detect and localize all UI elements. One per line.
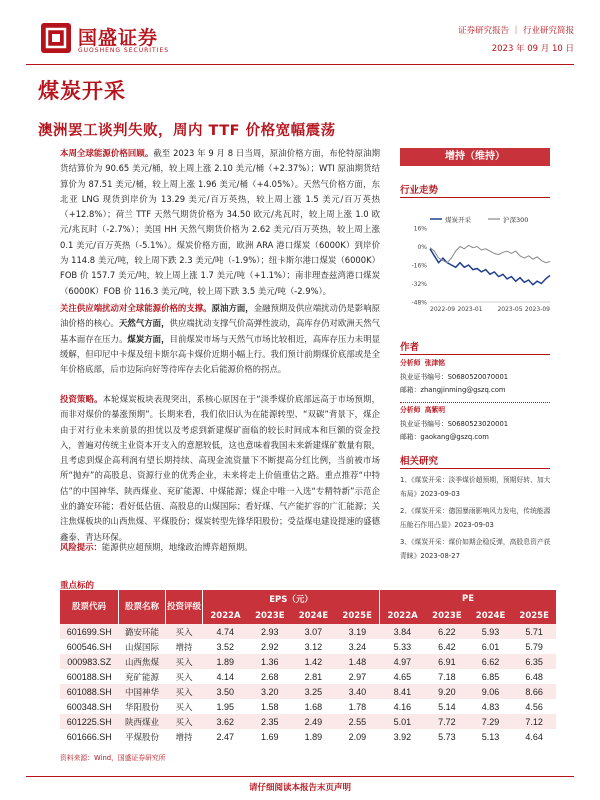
stock-code: 601666.SH xyxy=(60,729,119,744)
report-type: 证券研究报告 ｜ 行业研究简报 xyxy=(458,26,574,36)
stock-code: 601225.SH xyxy=(60,714,119,729)
pe-value: 9.06 xyxy=(469,684,513,699)
eps-value: 2.68 xyxy=(248,669,292,684)
trend-rule xyxy=(400,197,550,198)
pe-value: 4.83 xyxy=(469,699,513,714)
eps-value: 1.48 xyxy=(335,654,379,669)
pe-value: 5.33 xyxy=(380,639,426,654)
para-body: 目前煤炭市场与天然气市场比较相近，高库存压力未明显缓解，但印尼中卡煤及纽卡斯尔高卡煤价近期小幅上行。我们预计前期煤价底部或是全年价格底部，后市边际向好等待库存去化后能源价格的拐点。 xyxy=(60,333,381,375)
pe-value: 5.79 xyxy=(512,639,556,654)
pe-value: 6.48 xyxy=(512,669,556,684)
analyst-cert: 执业证书编号：S0680523020001 xyxy=(400,419,509,428)
eps-value: 4.74 xyxy=(203,624,249,639)
eps-value: 1.95 xyxy=(203,699,249,714)
para-highlight: 原油方面， xyxy=(211,303,254,313)
stock-code: 601088.SH xyxy=(60,684,119,699)
stock-name: 山西焦煤 xyxy=(119,654,166,669)
analyst-email[interactable]: 邮箱：zhangjinming@gszq.com xyxy=(400,386,506,394)
para-highlight: 煤炭方面， xyxy=(127,333,170,344)
eps-value: 3.20 xyxy=(248,684,292,699)
eps-value: 3.40 xyxy=(335,684,379,699)
analyst-email[interactable]: 邮箱：gaokang@gszq.com xyxy=(400,433,489,441)
pe-value: 6.01 xyxy=(469,639,513,654)
pe-value: 4.56 xyxy=(512,699,556,714)
para-body: 能源供应超预期，地缘政治博弈超预期。 xyxy=(101,542,253,552)
stock-rating: 增持 xyxy=(166,729,203,744)
x-tick-label: 2023-05 xyxy=(497,306,523,313)
eps-year: 2024E xyxy=(298,610,329,621)
table-row xyxy=(60,639,556,654)
legend-label-coal: 煤炭开采 xyxy=(445,216,471,224)
header-divider xyxy=(26,64,574,65)
y-tick-label: -16% xyxy=(411,262,427,270)
analyst-1 xyxy=(400,357,560,398)
stock-code: 600546.SH xyxy=(60,639,119,654)
series-line-hs300 xyxy=(430,245,550,262)
pe-year: 2024E xyxy=(475,610,506,621)
y-tick-label: -32% xyxy=(411,281,427,288)
eps-value: 3.62 xyxy=(203,714,249,729)
series-line-coal xyxy=(430,249,550,285)
stock-code: 000983.SZ xyxy=(60,654,119,669)
eps-value: 2.09 xyxy=(335,729,379,744)
pe-value: 8.41 xyxy=(380,684,426,699)
analyst-divider xyxy=(400,402,550,403)
pe-value: 3.84 xyxy=(380,624,426,639)
trend-heading: 行业走势 xyxy=(400,185,439,196)
pe-value: 6.62 xyxy=(469,654,513,669)
eps-value: 1.89 xyxy=(203,654,249,669)
table-row xyxy=(60,654,556,669)
eps-value: 1.42 xyxy=(292,654,336,669)
company-logo xyxy=(40,22,210,58)
header-rating: 投资评级 xyxy=(166,590,203,624)
pe-value: 6.85 xyxy=(469,669,513,684)
pe-year: 2022A xyxy=(387,610,418,621)
eps-value: 3.52 xyxy=(203,639,249,654)
eps-value: 1.36 xyxy=(248,654,292,669)
y-tick-label: -48% xyxy=(411,299,427,307)
para-lead: 本周全球能源价格回顾。 xyxy=(60,148,154,158)
y-tick-label: 0% xyxy=(417,244,427,251)
report-date: 2023 年 09 月 10 日 xyxy=(491,44,574,54)
legend-label-hs300: 沪深300 xyxy=(503,216,529,224)
para-lead: 投资策略。 xyxy=(60,394,103,404)
pe-value: 5.93 xyxy=(469,624,513,639)
table-source: 资料来源：Wind，国盛证券研究所 xyxy=(60,754,166,762)
pe-value: 4.64 xyxy=(512,729,556,744)
table-header-row xyxy=(60,590,556,607)
pe-value: 5.13 xyxy=(469,729,513,744)
stock-name: 山煤国际 xyxy=(119,639,166,654)
related-list xyxy=(400,473,556,563)
para-body: 本轮煤炭板块表现突出，系核心原因在于“淡季煤价底部远高于市场预期，而非对煤价的暴涨预期”。长期来看，我们依旧认为在能源转型、“双碳”背景下，煤企由于对行业未来前景的担忧以及考虑到新建煤矿面临的较长时间成本和巨额的资金投入，普遍对传统主业资本开支入的意愿较低，这也意味着我国未来新建煤矿数量有限，且考虑到煤企高利润有望长期持续、高现金流资量下不断提高分红比例，当前被市场所“抛弃”的高股息、资源行业的优秀企业，未来将走上价值重估之路。重点推荐“中特估”的中国神华、陕西煤业、兖矿能源、中煤能源；煤企中唯一入选“专精特新”示范企业的潞安环能；看好低估值、高股息的山煤国际；看好煤、气产能扩容的广汇能源；关注焦煤板块的山西焦煤、平煤股份；煤炭转型先锋华阳股份；受益煤电建设提速的盛德鑫泰、青达环保。 xyxy=(60,394,380,542)
eps-value: 1.89 xyxy=(292,729,336,744)
eps-year: 2025E xyxy=(335,607,379,624)
eps-value: 2.47 xyxy=(203,729,249,744)
eps-year: 2022A xyxy=(210,610,241,621)
eps-value: 4.14 xyxy=(203,669,249,684)
x-tick-label: 2023-09 xyxy=(524,306,550,313)
eps-value: 1.69 xyxy=(248,729,292,744)
stock-name: 平煤股份 xyxy=(119,729,166,744)
eps-value: 3.25 xyxy=(292,684,336,699)
eps-year: 2023E xyxy=(255,610,285,621)
analyst-2 xyxy=(400,404,560,445)
x-tick-label: 2023-01 xyxy=(457,306,483,313)
table-row xyxy=(60,699,556,714)
table-row xyxy=(60,729,556,744)
pe-value: 9.20 xyxy=(425,684,469,699)
related-rule xyxy=(400,468,550,469)
analyst-line xyxy=(400,404,560,418)
report-title: 澳洲罢工谈判失败，周内 TTF 价格宽幅震荡 xyxy=(38,123,336,139)
related-item[interactable]: 2、《煤炭开采：德国暴雨影响风力发电，传统能源压舱石作用凸显》2023-09-03 xyxy=(400,507,551,529)
para-lead: 关注供应端扰动对全球能源价格的支撑。 xyxy=(60,303,212,313)
pe-year: 2025E xyxy=(519,610,549,621)
pe-value: 7.72 xyxy=(425,714,469,729)
para-body: 金融预期及供应端扰动仍是影响原油价格的核心。 xyxy=(60,303,381,329)
logo-text-cn: 国盛证券 xyxy=(78,27,159,49)
table-row xyxy=(60,684,556,699)
table-row xyxy=(60,624,556,639)
pe-value: 6.91 xyxy=(425,654,469,669)
logo-icon xyxy=(40,22,72,54)
stock-name: 潞安环能 xyxy=(119,624,166,639)
stock-name: 华阳股份 xyxy=(119,699,166,714)
pe-value: 5.01 xyxy=(380,714,426,729)
eps-value: 3.50 xyxy=(203,684,249,699)
pe-value: 5.14 xyxy=(425,699,469,714)
para-lead: 风险提示： xyxy=(60,542,102,552)
stock-rating: 买入 xyxy=(166,669,203,684)
para-body: 截至 2023 年 9 月 8 日当周，原油价格方面，布伦特原油期货结算价为 90.65 美元/桶，较上周上涨 2.10 美元/桶（+2.37%）；WTI 原油期货结算价为 87.51 美元/桶，较上周上涨 1.96 美元/桶（+4.05%）。天然气价格方面，东北亚 LNG 现货到岸价为 13.29 美元/百万英热，较上周上涨 1.5 美元/百万英热（+12.8%）；荷兰 TTF 天然气期货价格为 34.50 欧元/兆瓦时，较上周上涨 1.0 欧元/兆瓦时（-2.7%）；美国 HH 天然气期货价格为 2.62 美元/百万英热，较上周上涨 0.1 美元/百万英热（-5.1%）。煤炭价格方面，欧洲 ARA 港口煤炭（6000K）到岸价为 114.8 美元/吨，较上周下跌 2.3 美元/吨（-1.9%）；纽卡斯尔港口煤炭（6000K）FOB 价 157.7 美元/吨，较上周上涨 1.7 美元/吨（+1.1%）；南非理查兹湾港口煤炭（6000K）FOB 价 116.3 美元/吨，较上周下跌 3.5 美元/吨（-2.9%）。 xyxy=(60,148,380,296)
header-name: 股票名称 xyxy=(119,590,166,624)
eps-value: 2.35 xyxy=(248,714,292,729)
rating-badge: 增持（维持） xyxy=(400,148,550,166)
related-item[interactable]: 1、《煤炭开采：淡季煤价超预期，预期好转、加大布局》2023-09-03 xyxy=(400,476,551,498)
pe-value: 6.42 xyxy=(425,639,469,654)
footer-disclaimer: 请仔细阅读本报告末页声明 xyxy=(248,783,351,793)
stock-rating: 买入 xyxy=(166,699,203,714)
eps-value: 2.81 xyxy=(292,669,336,684)
header-eps: EPS（元） xyxy=(203,590,380,607)
pe-value: 7.18 xyxy=(425,669,469,684)
header-code: 股票代码 xyxy=(60,590,119,624)
paragraph-risk xyxy=(60,540,380,555)
stock-code: 600188.SH xyxy=(60,669,119,684)
pe-value: 7.29 xyxy=(469,714,513,729)
pe-year: 2023E xyxy=(432,610,462,621)
analyst-role: 分析师 xyxy=(400,406,421,414)
analyst-role: 分析师 xyxy=(400,359,421,367)
table-row xyxy=(60,669,556,684)
eps-value: 1.58 xyxy=(248,699,292,714)
eps-value: 3.24 xyxy=(335,639,379,654)
x-tick-label: 2022-09 xyxy=(430,306,456,313)
eps-value: 2.97 xyxy=(335,669,379,684)
authors-heading: 作者 xyxy=(400,342,420,353)
eps-value: 1.68 xyxy=(292,699,336,714)
eps-value: 1.78 xyxy=(335,699,379,714)
stock-rating: 买入 xyxy=(166,654,203,669)
stock-rating: 买入 xyxy=(166,624,203,639)
key-stocks-table xyxy=(60,590,556,744)
related-heading: 相关研究 xyxy=(400,456,439,467)
stock-code: 601699.SH xyxy=(60,624,119,639)
footer-divider xyxy=(26,776,574,777)
pe-value: 5.73 xyxy=(425,729,469,744)
related-item[interactable]: 3、《煤炭开采：煤价如期企稳反弹，高股息资产获青睐》2023-08-27 xyxy=(400,538,551,560)
report-meta xyxy=(458,22,574,58)
eps-value: 2.92 xyxy=(248,639,292,654)
y-tick-label: 16% xyxy=(413,225,427,233)
para-highlight: 天然气方面， xyxy=(118,318,170,329)
table-caption: 重点标的 xyxy=(60,581,95,591)
logo-text-en: GUOSHENG SECURITIES xyxy=(78,47,170,54)
pe-value: 4.97 xyxy=(380,654,426,669)
analyst-cert: 执业证书编号：S0680520070001 xyxy=(400,372,509,381)
header-pe: PE xyxy=(462,593,475,604)
pe-value: 3.92 xyxy=(380,729,426,744)
eps-value: 2.55 xyxy=(335,714,379,729)
stock-name: 中国神华 xyxy=(119,684,166,699)
eps-value: 2.49 xyxy=(292,714,336,729)
authors-rule xyxy=(400,354,550,355)
pe-value: 8.66 xyxy=(512,684,556,699)
analyst-name: 张津铭 xyxy=(424,359,446,367)
pe-value: 4.65 xyxy=(380,669,426,684)
stock-rating: 增持 xyxy=(166,639,203,654)
stock-name: 陕西煤业 xyxy=(119,714,166,729)
analyst-line xyxy=(400,357,560,371)
pe-value: 6.22 xyxy=(425,624,469,639)
stock-name: 兖矿能源 xyxy=(119,669,166,684)
pe-value: 5.71 xyxy=(512,624,556,639)
paragraph-supply xyxy=(60,301,380,377)
paragraph-strategy xyxy=(60,392,380,545)
pe-value: 4.16 xyxy=(380,699,426,714)
stock-rating: 买入 xyxy=(166,714,203,729)
analyst-name: 高紫明 xyxy=(424,406,446,414)
section-title: 煤炭开采 xyxy=(38,79,126,103)
eps-value: 3.19 xyxy=(335,624,379,639)
eps-value: 2.93 xyxy=(248,624,292,639)
pe-value: 6.35 xyxy=(512,654,556,669)
paragraph-price-review xyxy=(60,146,380,299)
eps-value: 3.12 xyxy=(292,639,336,654)
stock-rating: 买入 xyxy=(166,684,203,699)
eps-value: 3.07 xyxy=(292,624,336,639)
industry-trend-chart xyxy=(400,210,555,320)
pe-value: 7.12 xyxy=(512,714,556,729)
stock-code: 600348.SH xyxy=(60,699,119,714)
para-body: 供应端扰动支撑气价高弹性波动，高库存仍对欧洲天然气基本面存在压力。 xyxy=(60,318,381,344)
table-row xyxy=(60,714,556,729)
